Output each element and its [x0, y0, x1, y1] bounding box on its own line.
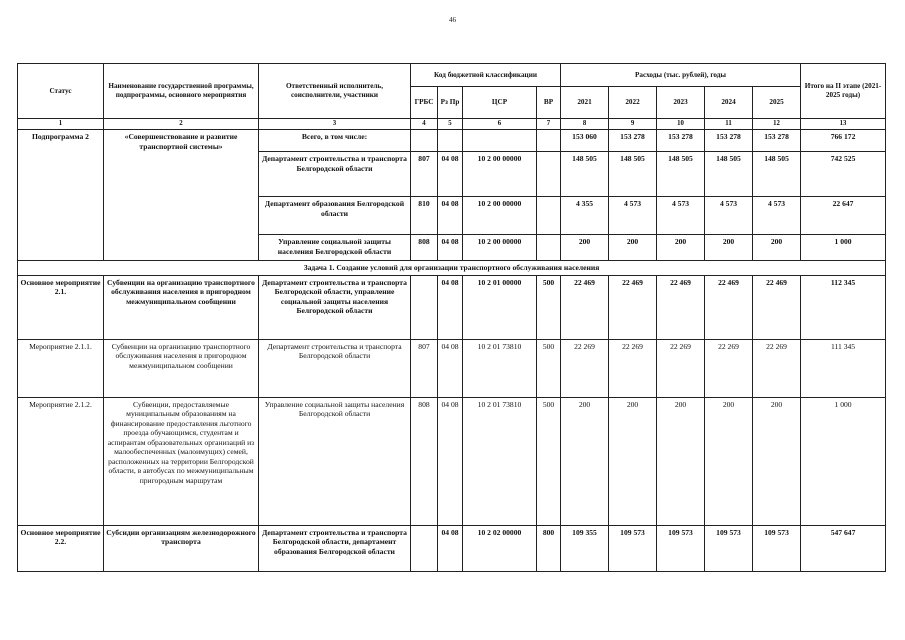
executor-cell: Управление социальной защиты населения Белгородской области [259, 397, 411, 525]
total-cell: 111 345 [801, 339, 886, 397]
value-2023: 148 505 [657, 152, 705, 197]
total-cell: 112 345 [801, 275, 886, 339]
total-cell: 22 647 [801, 197, 886, 235]
value-2025: 148 505 [753, 152, 801, 197]
value-2021: 22 269 [561, 339, 609, 397]
table-row [18, 339, 886, 397]
value-2025: 200 [753, 235, 801, 261]
col-number: 3 [259, 119, 411, 130]
status-cell: Мероприятие 2.1.2. [18, 397, 104, 525]
csr-cell: 10 2 00 00000 [463, 235, 537, 261]
header-rzpr: Рз Пр [438, 87, 463, 119]
executor-cell: Департамент строительства и транспорта Белгородской области [259, 339, 411, 397]
subprogram-name: «Совершенствование и развитие транспортной системы» [104, 130, 259, 261]
value-2025: 22 269 [753, 339, 801, 397]
col-number: 13 [801, 119, 886, 130]
executor-cell: Управление социальной защиты населения Белгородской области [259, 235, 411, 261]
header-year-2025: 2025 [753, 87, 801, 119]
value-2021: 200 [561, 235, 609, 261]
total-cell: 547 647 [801, 525, 886, 571]
value-2022: 22 269 [609, 339, 657, 397]
col-number: 11 [705, 119, 753, 130]
csr-cell: 10 2 00 00000 [463, 152, 537, 197]
vr-cell: 500 [537, 397, 561, 525]
header-executor: Ответственный исполнитель, соисполнители, участники [259, 64, 411, 119]
header-year-2023: 2023 [657, 87, 705, 119]
vr-cell: 500 [537, 339, 561, 397]
grbs-cell: 808 [411, 397, 438, 525]
value-2023: 22 269 [657, 339, 705, 397]
value-2025: 200 [753, 397, 801, 525]
grbs-cell: 807 [411, 339, 438, 397]
value-2023: 4 573 [657, 197, 705, 235]
value-2021: 200 [561, 397, 609, 525]
col-number: 4 [411, 119, 438, 130]
value-2023: 22 469 [657, 275, 705, 339]
value-2024: 22 469 [705, 275, 753, 339]
header-expenses: Расходы (тыс. рублей), годы [561, 64, 801, 87]
header-year-2022: 2022 [609, 87, 657, 119]
value-2022: 22 469 [609, 275, 657, 339]
subprogram-status: Подпрограмма 2 [18, 130, 104, 261]
value-2024: 200 [705, 235, 753, 261]
vr-cell: 800 [537, 525, 561, 571]
value-2021: 148 505 [561, 152, 609, 197]
value-2025: 22 469 [753, 275, 801, 339]
value-2024: 148 505 [705, 152, 753, 197]
column-numbers-row [18, 119, 886, 130]
rzpr-cell: 04 08 [438, 525, 463, 571]
value-2023: 200 [657, 235, 705, 261]
col-number: 8 [561, 119, 609, 130]
status-cell: Основное мероприятие 2.1. [18, 275, 104, 339]
csr-cell [463, 130, 537, 152]
name-cell: Субвенции, предоставляемые муниципальным образованиям на финансирование предоставления льготного проезда обучающимся, студентам и аспирантам образовательных организаций из малообеспеченных (малоимущих) семей, расположенных на территории Белгородской области, в автобусах по межмуниципальным пригородным маршрутам [104, 397, 259, 525]
value-2023: 109 573 [657, 525, 705, 571]
name-cell: Субвенции на организацию транспортного обслуживания населения в пригородном межмуниципальном сообщении [104, 275, 259, 339]
executor-cell: Департамент строительства и транспорта Белгородской области, департамент образования Белгородской области [259, 525, 411, 571]
rzpr-cell: 04 08 [438, 397, 463, 525]
table-row [18, 130, 886, 152]
csr-cell: 10 2 00 00000 [463, 197, 537, 235]
value-2024: 4 573 [705, 197, 753, 235]
col-number: 2 [104, 119, 259, 130]
value-2022: 200 [609, 397, 657, 525]
value-2023: 153 278 [657, 130, 705, 152]
header-vr: ВР [537, 87, 561, 119]
total-cell: 1 000 [801, 235, 886, 261]
value-2025: 109 573 [753, 525, 801, 571]
value-2022: 4 573 [609, 197, 657, 235]
grbs-cell: 808 [411, 235, 438, 261]
value-2022: 109 573 [609, 525, 657, 571]
header-year-2024: 2024 [705, 87, 753, 119]
total-cell: 742 525 [801, 152, 886, 197]
csr-cell: 10 2 02 00000 [463, 525, 537, 571]
name-cell: Субсидии организациям железнодорожного транспорта [104, 525, 259, 571]
vr-cell [537, 152, 561, 197]
value-2022: 153 278 [609, 130, 657, 152]
table-row [18, 525, 886, 571]
rzpr-cell [438, 130, 463, 152]
value-2024: 109 573 [705, 525, 753, 571]
total-cell: 1 000 [801, 397, 886, 525]
rzpr-cell: 04 08 [438, 235, 463, 261]
value-2024: 153 278 [705, 130, 753, 152]
rzpr-cell: 04 08 [438, 152, 463, 197]
value-2023: 200 [657, 397, 705, 525]
vr-cell [537, 197, 561, 235]
total-cell: 766 172 [801, 130, 886, 152]
col-number: 10 [657, 119, 705, 130]
col-number: 1 [18, 119, 104, 130]
header-budget-code: Код бюджетной классификации [411, 64, 561, 87]
rzpr-cell: 04 08 [438, 339, 463, 397]
col-number: 7 [537, 119, 561, 130]
task-row [18, 261, 886, 275]
executor-cell: Департамент строительства и транспорта Белгородской области, управление социальной защиты населения Белгородской области [259, 275, 411, 339]
header-year-2021: 2021 [561, 87, 609, 119]
vr-cell: 500 [537, 275, 561, 339]
value-2021: 4 355 [561, 197, 609, 235]
grbs-cell: 810 [411, 197, 438, 235]
grbs-cell: 807 [411, 152, 438, 197]
value-2024: 22 269 [705, 339, 753, 397]
vr-cell [537, 235, 561, 261]
task-title: Задача 1. Создание условий для организации транспортного обслуживания населения [18, 261, 886, 275]
csr-cell: 10 2 01 73810 [463, 339, 537, 397]
status-cell: Основное мероприятие 2.2. [18, 525, 104, 571]
csr-cell: 10 2 01 00000 [463, 275, 537, 339]
header-csr: ЦСР [463, 87, 537, 119]
col-number: 9 [609, 119, 657, 130]
page-number: 46 [449, 16, 456, 24]
col-number: 12 [753, 119, 801, 130]
rzpr-cell: 04 08 [438, 275, 463, 339]
value-2021: 109 355 [561, 525, 609, 571]
status-cell: Мероприятие 2.1.1. [18, 339, 104, 397]
csr-cell: 10 2 01 73810 [463, 397, 537, 525]
value-2021: 153 060 [561, 130, 609, 152]
header-total: Итого на II этапе (2021-2025 годы) [801, 64, 886, 119]
name-cell: Субвенции на организацию транспортного обслуживания населения в пригородном межмуниципальном сообщении [104, 339, 259, 397]
value-2024: 200 [705, 397, 753, 525]
col-number: 5 [438, 119, 463, 130]
value-2022: 148 505 [609, 152, 657, 197]
value-2025: 4 573 [753, 197, 801, 235]
value-2022: 200 [609, 235, 657, 261]
rzpr-cell: 04 08 [438, 197, 463, 235]
value-2025: 153 278 [753, 130, 801, 152]
grbs-cell [411, 130, 438, 152]
table-row [18, 397, 886, 525]
header-grbs: ГРБС [411, 87, 438, 119]
executor-cell: Департамент строительства и транспорта Белгородской области [259, 152, 411, 197]
header-status: Статус [18, 64, 104, 119]
col-number: 6 [463, 119, 537, 130]
executor-cell: Департамент образования Белгородской области [259, 197, 411, 235]
value-2021: 22 469 [561, 275, 609, 339]
grbs-cell [411, 275, 438, 339]
executor-cell: Всего, в том числе: [259, 130, 411, 152]
budget-table [17, 63, 886, 572]
vr-cell [537, 130, 561, 152]
grbs-cell [411, 525, 438, 571]
table-row [18, 275, 886, 339]
header-name: Наименование государственной программы, подпрограммы, основного мероприятия [104, 64, 259, 119]
